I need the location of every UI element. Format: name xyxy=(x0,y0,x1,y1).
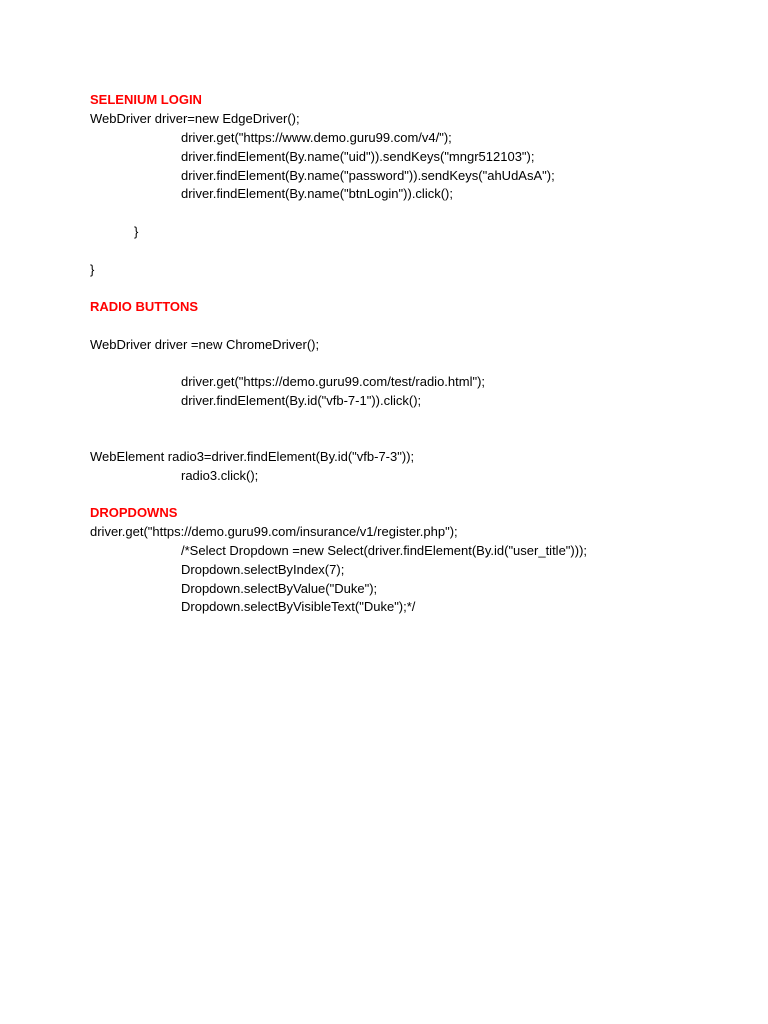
code-line: Dropdown.selectByValue("Duke"); xyxy=(181,581,378,596)
heading-radio-buttons: RADIO BUTTONS xyxy=(90,299,199,314)
code-line: /*Select Dropdown =new Select(driver.findElement(By.id("user_title"))); xyxy=(181,543,588,558)
code-line: Dropdown.selectByIndex(7); xyxy=(181,562,345,577)
code-line: } xyxy=(134,224,139,239)
heading-dropdowns: DROPDOWNS xyxy=(90,505,178,520)
code-line: WebElement radio3=driver.findElement(By.id("vfb-7-3")); xyxy=(90,449,415,464)
code-line: WebDriver driver =new ChromeDriver(); xyxy=(90,337,320,352)
code-line: radio3.click(); xyxy=(181,468,259,483)
code-line: } xyxy=(90,262,95,277)
code-line: Dropdown.selectByVisibleText("Duke");*/ xyxy=(181,599,416,614)
heading-selenium-login: SELENIUM LOGIN xyxy=(90,92,202,107)
code-line: driver.findElement(By.id("vfb-7-1")).click(); xyxy=(181,393,422,408)
code-line: driver.findElement(By.name("btnLogin")).click(); xyxy=(181,186,453,201)
code-line: WebDriver driver=new EdgeDriver(); xyxy=(90,111,300,126)
code-line: driver.get("https://demo.guru99.com/insurance/v1/register.php"); xyxy=(90,524,458,539)
code-line: driver.get("https://demo.guru99.com/test/radio.html"); xyxy=(181,374,486,389)
code-line: driver.get("https://www.demo.guru99.com/v4/"); xyxy=(181,130,452,145)
code-line: driver.findElement(By.name("password")).sendKeys("ahUdAsA"); xyxy=(181,168,555,183)
code-line: driver.findElement(By.name("uid")).sendKeys("mngr512103"); xyxy=(181,149,535,164)
